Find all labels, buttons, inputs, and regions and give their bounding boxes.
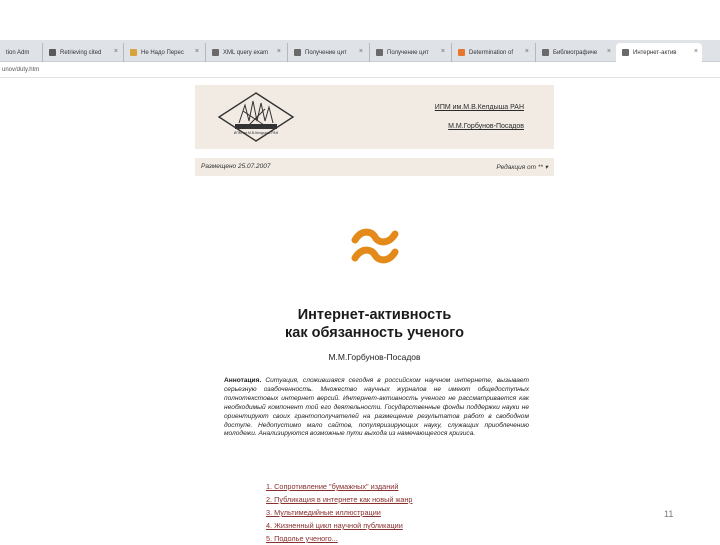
close-tab-icon[interactable]: ×	[358, 48, 363, 55]
tab-favicon-icon	[294, 49, 301, 56]
approx-sign-icon	[351, 226, 399, 266]
abstract-text: Ситуация, сложившаяся сегодня в российском научном интернете, вызывает серьезную озабоченность. Множество научных журналов не имеют общедоступных полнотекстовых интернет версий. Интернет-активность ученого не рассматривается как необходимый компонент той его деятельности. Государственные фонды поддержки науки не ориентируют своих грантополучателей на размещение результатов работ в свободном доступе. Недопустимо мало сайтов, популяризирующих науку, служащих приоблечению молодежи. Анализируются возможные пути выхода из намечающегося кризиса.	[224, 377, 529, 438]
toc-link[interactable]: 4. Жизненный цикл научной публикации	[266, 521, 403, 530]
tab-favicon-icon	[376, 49, 383, 56]
close-tab-icon[interactable]: ×	[113, 48, 118, 55]
edition-dropdown[interactable]: Редакция от ** ▾	[496, 164, 548, 171]
tab-label: Получение цит	[387, 49, 429, 56]
tab-favicon-icon	[49, 49, 56, 56]
browser-tab[interactable]	[451, 43, 533, 62]
abstract	[224, 377, 529, 439]
tab-label: He Надо Перес	[141, 49, 184, 56]
browser-tab-strip	[0, 40, 720, 62]
tab-favicon-icon	[542, 49, 549, 56]
close-tab-icon[interactable]: ×	[276, 48, 281, 55]
table-of-contents	[266, 480, 526, 545]
tab-favicon-icon	[130, 49, 137, 56]
abstract-label: Аннотация.	[224, 377, 262, 384]
tab-label: Determination of	[469, 49, 514, 56]
info-bar	[195, 158, 554, 176]
toc-link[interactable]: 3. Мультимедийные иллюстрации	[266, 508, 381, 517]
title-line-1: Интернет-активность	[297, 307, 452, 323]
institute-link[interactable]: ИПМ им.М.В.Келдыша РАН	[434, 104, 524, 111]
page-header	[195, 85, 554, 149]
tab-label: Получение цит	[305, 49, 347, 56]
browser-tab[interactable]	[42, 43, 122, 62]
svg-text:ИПМ им.М.В.Келдыша РАН: ИПМ им.М.В.Келдыша РАН	[233, 131, 279, 135]
slide-page-number: 11	[664, 509, 674, 519]
browser-tab[interactable]	[123, 43, 203, 62]
close-tab-icon[interactable]: ×	[606, 48, 611, 55]
close-tab-icon[interactable]: ×	[440, 48, 445, 55]
close-tab-icon[interactable]: ×	[524, 48, 529, 55]
toc-link[interactable]: 2. Публикация в интернете как новый жанр	[266, 495, 413, 504]
browser-tab[interactable]	[369, 43, 449, 62]
address-bar[interactable]: unov/duty.htm	[0, 62, 720, 78]
institute-logo[interactable]	[217, 91, 295, 143]
browser-tab[interactable]	[205, 43, 285, 62]
browser-tab[interactable]	[287, 43, 367, 62]
tab-label: Интернет-актив	[633, 49, 677, 56]
tab-favicon-icon	[622, 49, 629, 56]
page-title	[195, 306, 554, 342]
tab-label: Библиографиче	[553, 49, 598, 56]
browser-tab[interactable]	[535, 43, 615, 62]
browser-tab[interactable]	[616, 43, 702, 62]
tab-favicon-icon	[458, 49, 465, 56]
toc-link[interactable]: 5. Подолье ученого...	[266, 534, 338, 543]
close-tab-icon[interactable]: ×	[693, 48, 698, 55]
publish-date: Размещено 25.07.2007	[201, 163, 271, 170]
tab-label: tion Adm	[6, 49, 30, 56]
tab-favicon-icon	[212, 49, 219, 56]
tab-label: XML query exam	[223, 49, 269, 56]
author-name: М.М.Горбунов-Посадов	[328, 352, 421, 362]
browser-tab[interactable]	[0, 43, 40, 62]
tab-label: Retrieving cited	[60, 49, 102, 56]
author-link[interactable]: М.М.Горбунов-Посадов	[448, 123, 524, 130]
title-line-2: как обязанность ученого	[285, 325, 464, 341]
close-tab-icon[interactable]: ×	[194, 48, 199, 55]
toc-link[interactable]: 1. Сопротивление "бумажных" изданий	[266, 482, 399, 491]
